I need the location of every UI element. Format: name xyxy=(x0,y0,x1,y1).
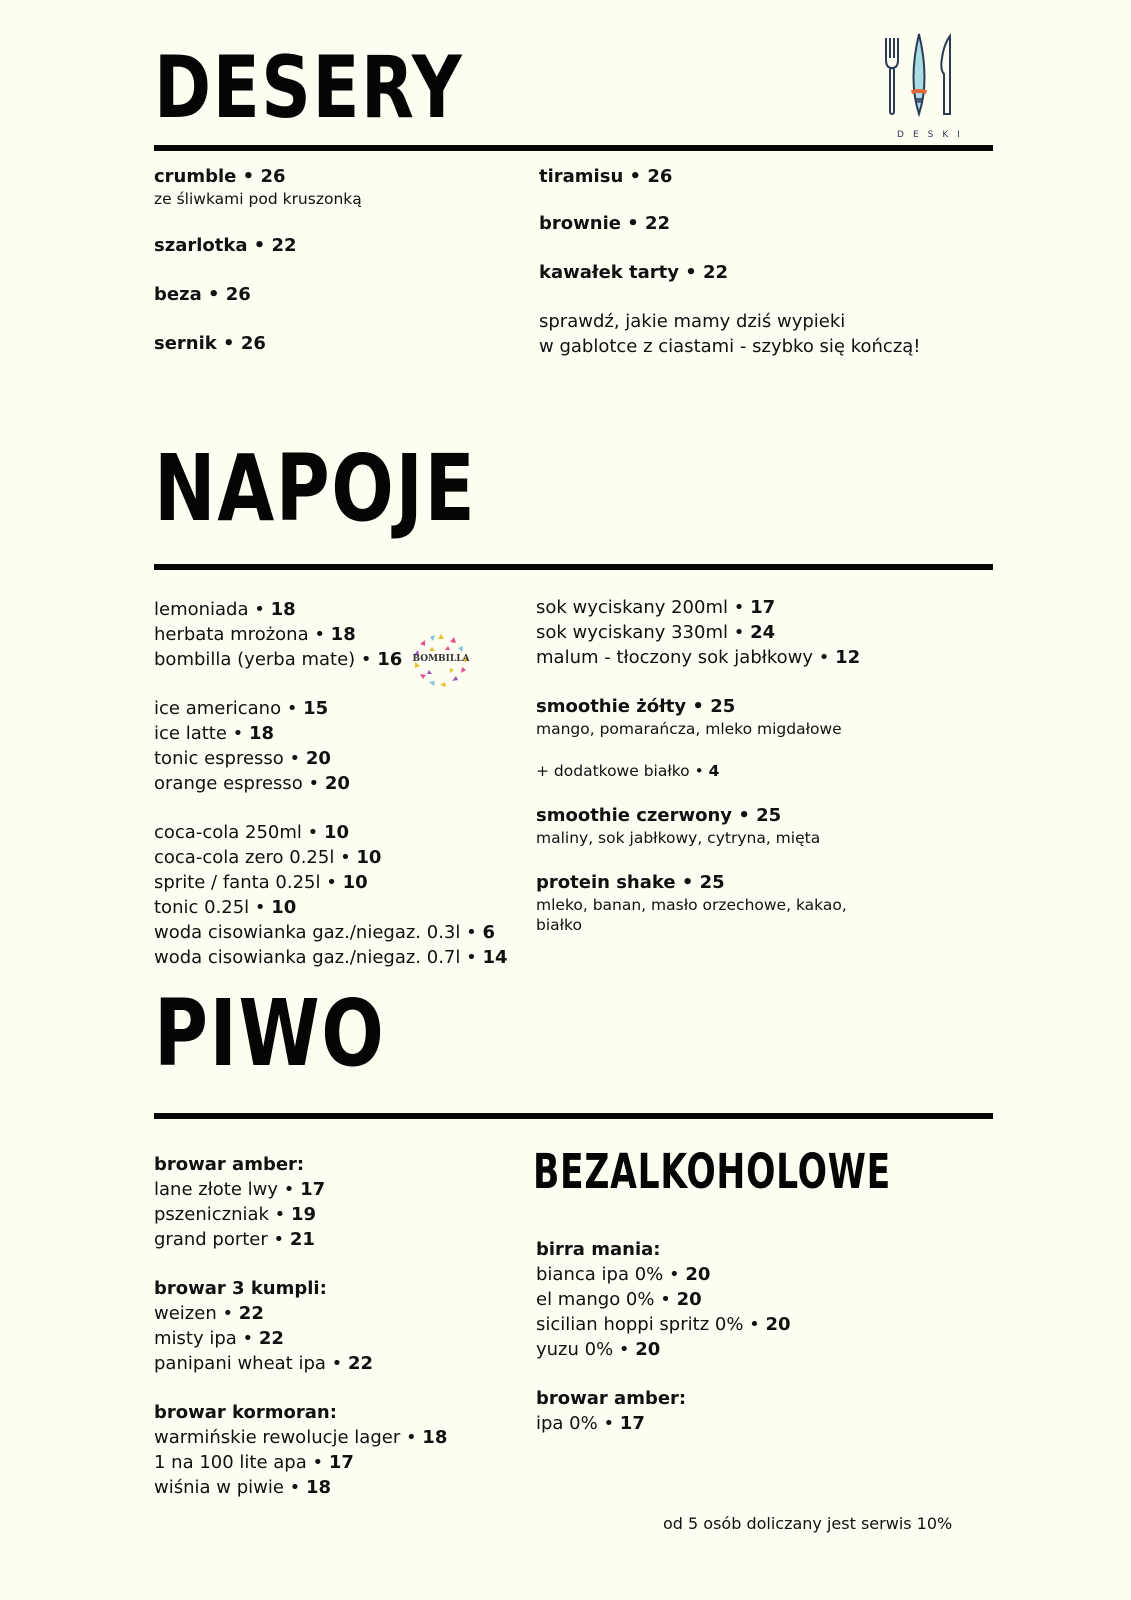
drink-protein-shake: protein shake • 25 xyxy=(536,872,725,893)
beer-warminskie: warmińskie rewolucje lager • 18 xyxy=(154,1427,448,1448)
menu-item-kawalek-tarty: kawałek tarty • 22 xyxy=(539,262,729,283)
drink-sprite-fanta: sprite / fanta 0.25l • 10 xyxy=(154,872,368,893)
desery-right-column xyxy=(539,164,921,359)
drink-smoothie-czerwony: smoothie czerwony • 25 xyxy=(536,805,782,826)
bezalkoholowe-heading: BEZALKOHOLOWE xyxy=(533,1144,891,1200)
beer-bianca-ipa: bianca ipa 0% • 20 xyxy=(536,1264,711,1285)
desery-heading: DESERY xyxy=(154,38,464,138)
crumble-description: ze śliwkami pod kruszonką xyxy=(154,190,362,208)
desery-note-line-1: sprawdź, jakie mamy dziś wypieki xyxy=(539,311,846,332)
bombilla-logo xyxy=(410,632,472,690)
beer-1-na-100: 1 na 100 lite apa • 17 xyxy=(154,1452,354,1473)
drink-malum: malum - tłoczony sok jabłkowy • 12 xyxy=(536,647,861,668)
drink-tonic: tonic 0.25l • 10 xyxy=(154,897,297,918)
drink-orange-espresso: orange espresso • 20 xyxy=(154,773,350,794)
service-charge-note: od 5 osób doliczany jest serwis 10% xyxy=(663,1514,953,1533)
desery-note-line-2: w gablotce z ciastami - szybko się kończą! xyxy=(539,336,921,357)
bezalkoholowe-column xyxy=(536,1237,791,1436)
brewery-amber-nonalcoholic: browar amber: xyxy=(536,1388,687,1409)
napoje-divider xyxy=(154,564,993,570)
beer-pszeniczniak: pszeniczniak • 19 xyxy=(154,1204,317,1225)
drink-bombilla: bombilla (yerba mate) • 16 xyxy=(154,649,403,670)
extra-protein: + dodatkowe białko • 4 xyxy=(536,762,720,780)
piwo-heading: PIWO xyxy=(154,980,386,1087)
brewery-kormoran: browar kormoran: xyxy=(154,1402,337,1423)
napoje-heading: NAPOJE xyxy=(154,435,477,542)
brewery-3-kumpli: browar 3 kumpli: xyxy=(154,1278,327,1299)
beer-panipani: panipani wheat ipa • 22 xyxy=(154,1353,374,1374)
piwo-divider xyxy=(154,1113,993,1119)
brewery-birra-mania: birra mania: xyxy=(536,1239,661,1260)
drink-coca-cola-zero: coca-cola zero 0.25l • 10 xyxy=(154,847,382,868)
piwo-left-column xyxy=(154,1152,447,1500)
desery-divider xyxy=(154,145,993,151)
smoothie-czerwony-description: maliny, sok jabłkowy, cytryna, mięta xyxy=(536,829,821,847)
drink-woda-small: woda cisowianka gaz./niegaz. 0.3l • 6 xyxy=(154,922,495,943)
beer-sicilian-hoppi: sicilian hoppi spritz 0% • 20 xyxy=(536,1314,791,1335)
menu-item-szarlotka: szarlotka • 22 xyxy=(154,235,297,256)
beer-misty-ipa: misty ipa • 22 xyxy=(154,1328,284,1349)
protein-shake-description-2: białko xyxy=(536,916,582,934)
bombilla-logo-text: BOMBILLA xyxy=(412,654,470,664)
smoothie-zolty-description: mango, pomarańcza, mleko migdałowe xyxy=(536,720,842,738)
drink-sok-200: sok wyciskany 200ml • 17 xyxy=(536,597,776,618)
beer-yuzu: yuzu 0% • 20 xyxy=(536,1339,661,1360)
cutlery-surfboard-icon xyxy=(880,30,980,122)
logo-text: DESKI xyxy=(897,130,969,140)
drink-ice-latte: ice latte • 18 xyxy=(154,723,275,744)
drink-herbata-mrozona: herbata mrożona • 18 xyxy=(154,624,356,645)
menu-item-tiramisu: tiramisu • 26 xyxy=(539,166,673,187)
beer-weizen: weizen • 22 xyxy=(154,1303,264,1324)
drink-woda-large: woda cisowianka gaz./niegaz. 0.7l • 14 xyxy=(154,947,508,968)
drink-sok-330: sok wyciskany 330ml • 24 xyxy=(536,622,776,643)
drink-lemoniada: lemoniada • 18 xyxy=(154,599,296,620)
drink-ice-americano: ice americano • 15 xyxy=(154,698,329,719)
menu-item-sernik: sernik • 26 xyxy=(154,333,266,354)
beer-el-mango: el mango 0% • 20 xyxy=(536,1289,702,1310)
beer-lane-zlote-lwy: lane złote lwy • 17 xyxy=(154,1179,326,1200)
drink-coca-cola: coca-cola 250ml • 10 xyxy=(154,822,350,843)
menu-item-crumble: crumble • 26 xyxy=(154,166,286,187)
brewery-amber: browar amber: xyxy=(154,1154,305,1175)
drink-smoothie-zolty: smoothie żółty • 25 xyxy=(536,696,736,717)
menu-item-brownie: brownie • 22 xyxy=(539,213,671,234)
deski-logo xyxy=(880,30,980,140)
beer-ipa-0: ipa 0% • 17 xyxy=(536,1413,645,1434)
napoje-right-column xyxy=(536,595,860,935)
beer-wisnia: wiśnia w piwie • 18 xyxy=(154,1477,332,1498)
drink-tonic-espresso: tonic espresso • 20 xyxy=(154,748,331,769)
desery-left-column xyxy=(154,164,362,356)
menu-item-beza: beza • 26 xyxy=(154,284,251,305)
beer-grand-porter: grand porter • 21 xyxy=(154,1229,315,1250)
protein-shake-description-1: mleko, banan, masło orzechowe, kakao, xyxy=(536,896,847,914)
